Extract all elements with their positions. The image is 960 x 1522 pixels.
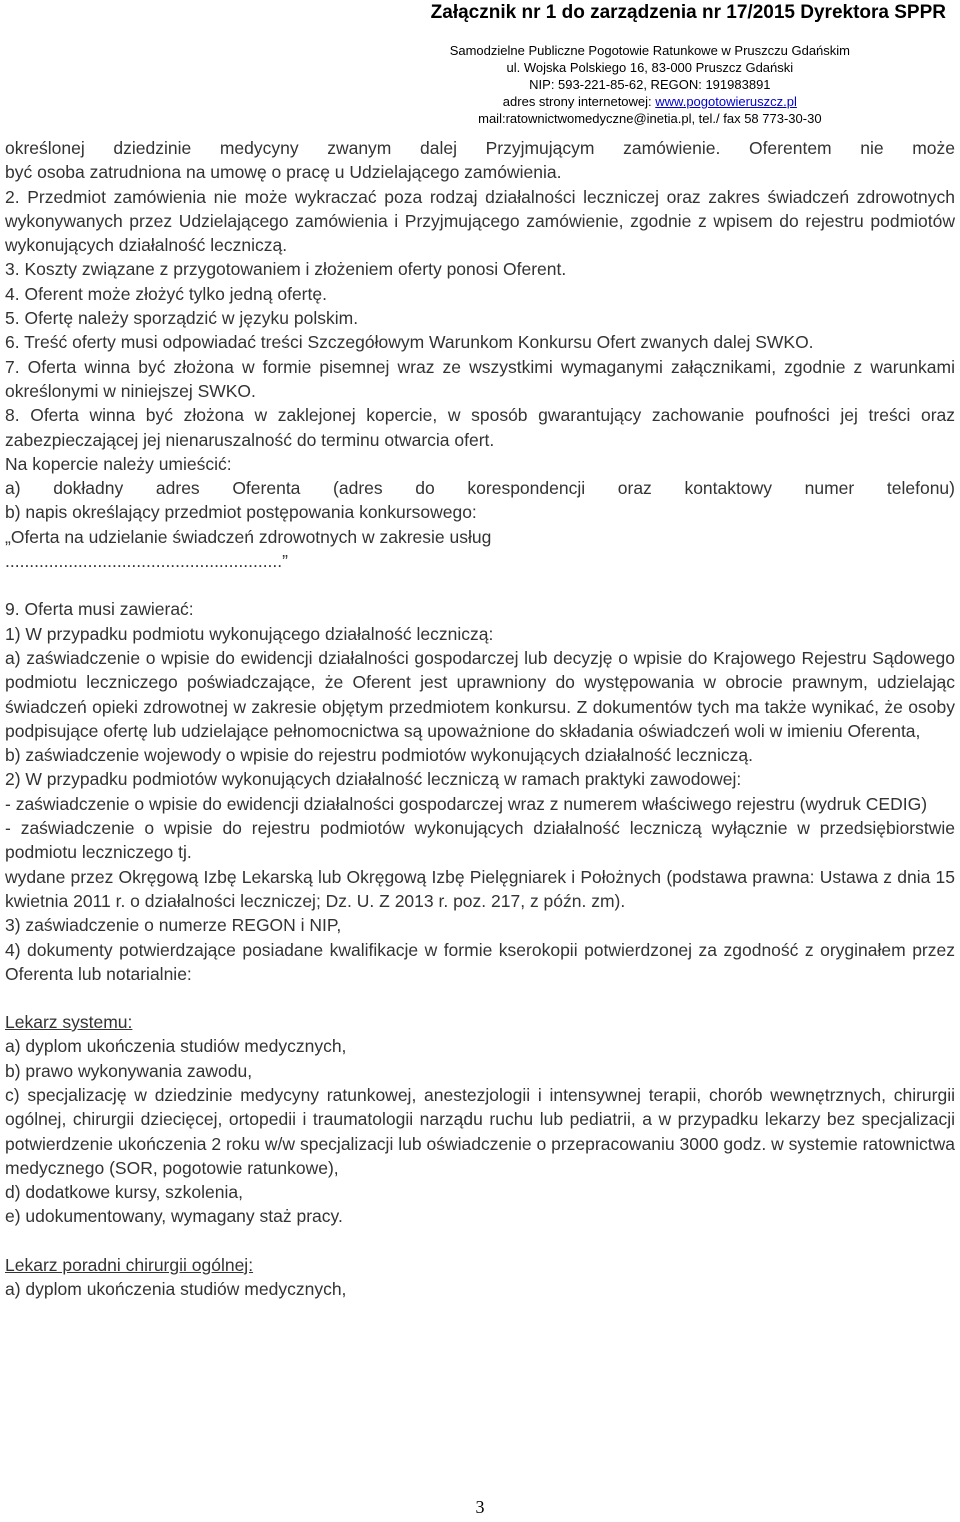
paragraph-continued-line-1: określonej dziedzinie medycyny zwanym dalej Przyjmującym zamówienie. Oferentem nie może bbox=[5, 138, 955, 158]
website-label: adres strony internetowej: bbox=[502, 94, 656, 109]
clause-9-item-1b: b) zaświadczenie wojewody o wpisie do rejestru podmiotów wykonujących działalność leczniczą. bbox=[5, 745, 753, 766]
clause-5: 5. Ofertę należy sporządzić w języku polskim. bbox=[5, 308, 359, 329]
clause-2: 2. Przedmiot zamówienia nie może wykraczać poza rodzaj działalności leczniczej oraz zakres świadczeń zdrowotnych wykonywanych przez Udzielającego zamówienia i Przyjmującego zamówienie, zgodnie z wpisem do rejestru podmiotów wykonujących działalność leczniczą. bbox=[5, 186, 955, 256]
paragraph-continued-line-2: być osoba zatrudniona na umowę o pracę u Udzielającego zamówienia. bbox=[5, 162, 562, 183]
spacer bbox=[5, 1229, 955, 1253]
envelope-item-b: b) napis określający przedmiot postępowania konkursowego: bbox=[5, 502, 477, 523]
website-line bbox=[450, 93, 850, 110]
lekarz-systemu-item-d: d) dodatkowe kursy, szkolenia, bbox=[5, 1182, 243, 1203]
document-body bbox=[5, 136, 955, 1301]
organization-ids: NIP: 593-221-85-62, REGON: 191983891 bbox=[529, 77, 771, 92]
spacer bbox=[5, 986, 955, 1010]
envelope-inscription: „Oferta na udzielanie świadczeń zdrowotnych w zakresie usług bbox=[5, 526, 492, 547]
clause-9-item-2a: - zaświadczenie o wpisie do ewidencji działalności gospodarczej wraz z numerem właściwego rejestru (wydruk CEDIG) bbox=[5, 793, 928, 814]
lekarz-systemu-item-e: e) udokumentowany, wymagany staż pracy. bbox=[5, 1206, 343, 1227]
spacer bbox=[5, 573, 955, 597]
lekarz-systemu-item-a: a) dyplom ukończenia studiów medycznych, bbox=[5, 1036, 347, 1057]
organization-name: Samodzielne Publiczne Pogotowie Ratunkowe w Pruszczu Gdańskim bbox=[449, 43, 850, 58]
clause-7: 7. Oferta winna być złożona w formie pisemnej wraz ze wszystkimi wymaganymi załącznikami, zgodnie z warunkami określonymi w niniejszej SWKO. bbox=[5, 356, 955, 401]
clause-9-item-1a: a) zaświadczenie o wpisie do ewidencji działalności gospodarczej lub decyzję o wpisie do Krajowego Rejestru Sądowego podmiotu leczniczego poświadczające, że Oferent jest uprawniony do występowania w obrocie prawnym, udzielając świadczeń opieki zdrowotnej w zakresie objętym przedmiotem konkursu. Z dokumentów tych ma także wynikać, że osoby podpisujące ofertę lub udzielające pełnomocnictwa są upoważnione do składania oświadczeń woli w imieniu Oferenta, bbox=[5, 647, 955, 741]
envelope-item-a: a) dokładny adres Oferenta (adres do korespondencji oraz kontaktowy numer telefonu) bbox=[5, 478, 955, 499]
clause-4: 4. Oferent może złożyć tylko jedną ofertę. bbox=[5, 283, 327, 304]
clause-8: 8. Oferta winna być złożona w zaklejonej kopercie, w sposób gwarantujący zachowanie poufności jej treści oraz zabezpieczającej jej nienaruszalność do terminu otwarcia ofert. bbox=[5, 405, 955, 450]
clause-9-item-2: 2) W przypadku podmiotów wykonujących działalność leczniczą w ramach praktyki zawodowej: bbox=[5, 769, 742, 790]
lekarz-systemu-item-c: c) specjalizację w dziedzinie medycyny ratunkowej, anestezjologii i intensywnej terapii, chorób wewnętrznych, chirurgii ogólnej, chirurgii dziecięcej, ortopedii i traumatologii narządu ruchu lub pediatrii, a w przypadku lekarzy bez specjalizacji potwierdzenie ukończenia 2 roku w/w specjalizacji lub oświadczenie o przepracowaniu 3000 godz. w systemie ratownictwa medycznego (SOR, pogotowie ratunkowe), bbox=[5, 1084, 955, 1178]
page-number: 3 bbox=[475, 1497, 485, 1517]
envelope-inscription-dots: .........................................................” bbox=[5, 551, 288, 572]
contact-line: mail:ratownictwomedyczne@inetia.pl, tel./ fax 58 773-30-30 bbox=[478, 111, 822, 126]
letterhead bbox=[450, 42, 850, 127]
clause-9-item-3: 3) zaświadczenie o numerze REGON i NIP, bbox=[5, 915, 342, 936]
clause-9-item-2b: - zaświadczenie o wpisie do rejestru podmiotów wykonujących działalność leczniczą wyłącznie w przedsiębiorstwie podmiotu leczniczego tj. bbox=[5, 818, 955, 863]
lekarz-poradni-item-a: a) dyplom ukończenia studiów medycznych, bbox=[5, 1279, 347, 1300]
lekarz-systemu-item-b: b) prawo wykonywania zawodu, bbox=[5, 1060, 253, 1081]
section-lekarz-systemu-title: Lekarz systemu: bbox=[5, 1012, 133, 1033]
attachment-title: Załącznik nr 1 do zarządzenia nr 17/2015 Dyrektora SPPR bbox=[430, 2, 946, 23]
clause-9-item-4: 4) dokumenty potwierdzające posiadane kwalifikacje w formie kserokopii potwierdzonej za zgodność z oryginałem przez Oferenta lub notarialnie: bbox=[5, 939, 955, 984]
clause-3: 3. Koszty związane z przygotowaniem i złożeniem oferty ponosi Oferent. bbox=[5, 259, 567, 280]
website-link[interactable]: www.pogotowieruszcz.pl bbox=[655, 94, 797, 109]
section-lekarz-poradni-title: Lekarz poradni chirurgii ogólnej: bbox=[5, 1254, 254, 1275]
clause-6: 6. Treść oferty musi odpowiadać treści Szczegółowym Warunkom Konkursu Ofert zwanych dalej SWKO. bbox=[5, 332, 814, 353]
clause-9: 9. Oferta musi zawierać: bbox=[5, 599, 194, 620]
envelope-heading: Na kopercie należy umieścić: bbox=[5, 453, 232, 474]
clause-9-item-1: 1) W przypadku podmiotu wykonującego działalność leczniczą: bbox=[5, 623, 494, 644]
organization-address: ul. Wojska Polskiego 16, 83-000 Pruszcz Gdański bbox=[506, 60, 794, 75]
clause-9-item-2c: wydane przez Okręgową Izbę Lekarską lub Okręgową Izbę Pielęgniarek i Położnych (podstawa prawna: Ustawa z dnia 15 kwietnia 2011 r. o działalności leczniczej; Dz. U. Z 2013 r. poz. 217, z późn. zm). bbox=[5, 866, 955, 911]
